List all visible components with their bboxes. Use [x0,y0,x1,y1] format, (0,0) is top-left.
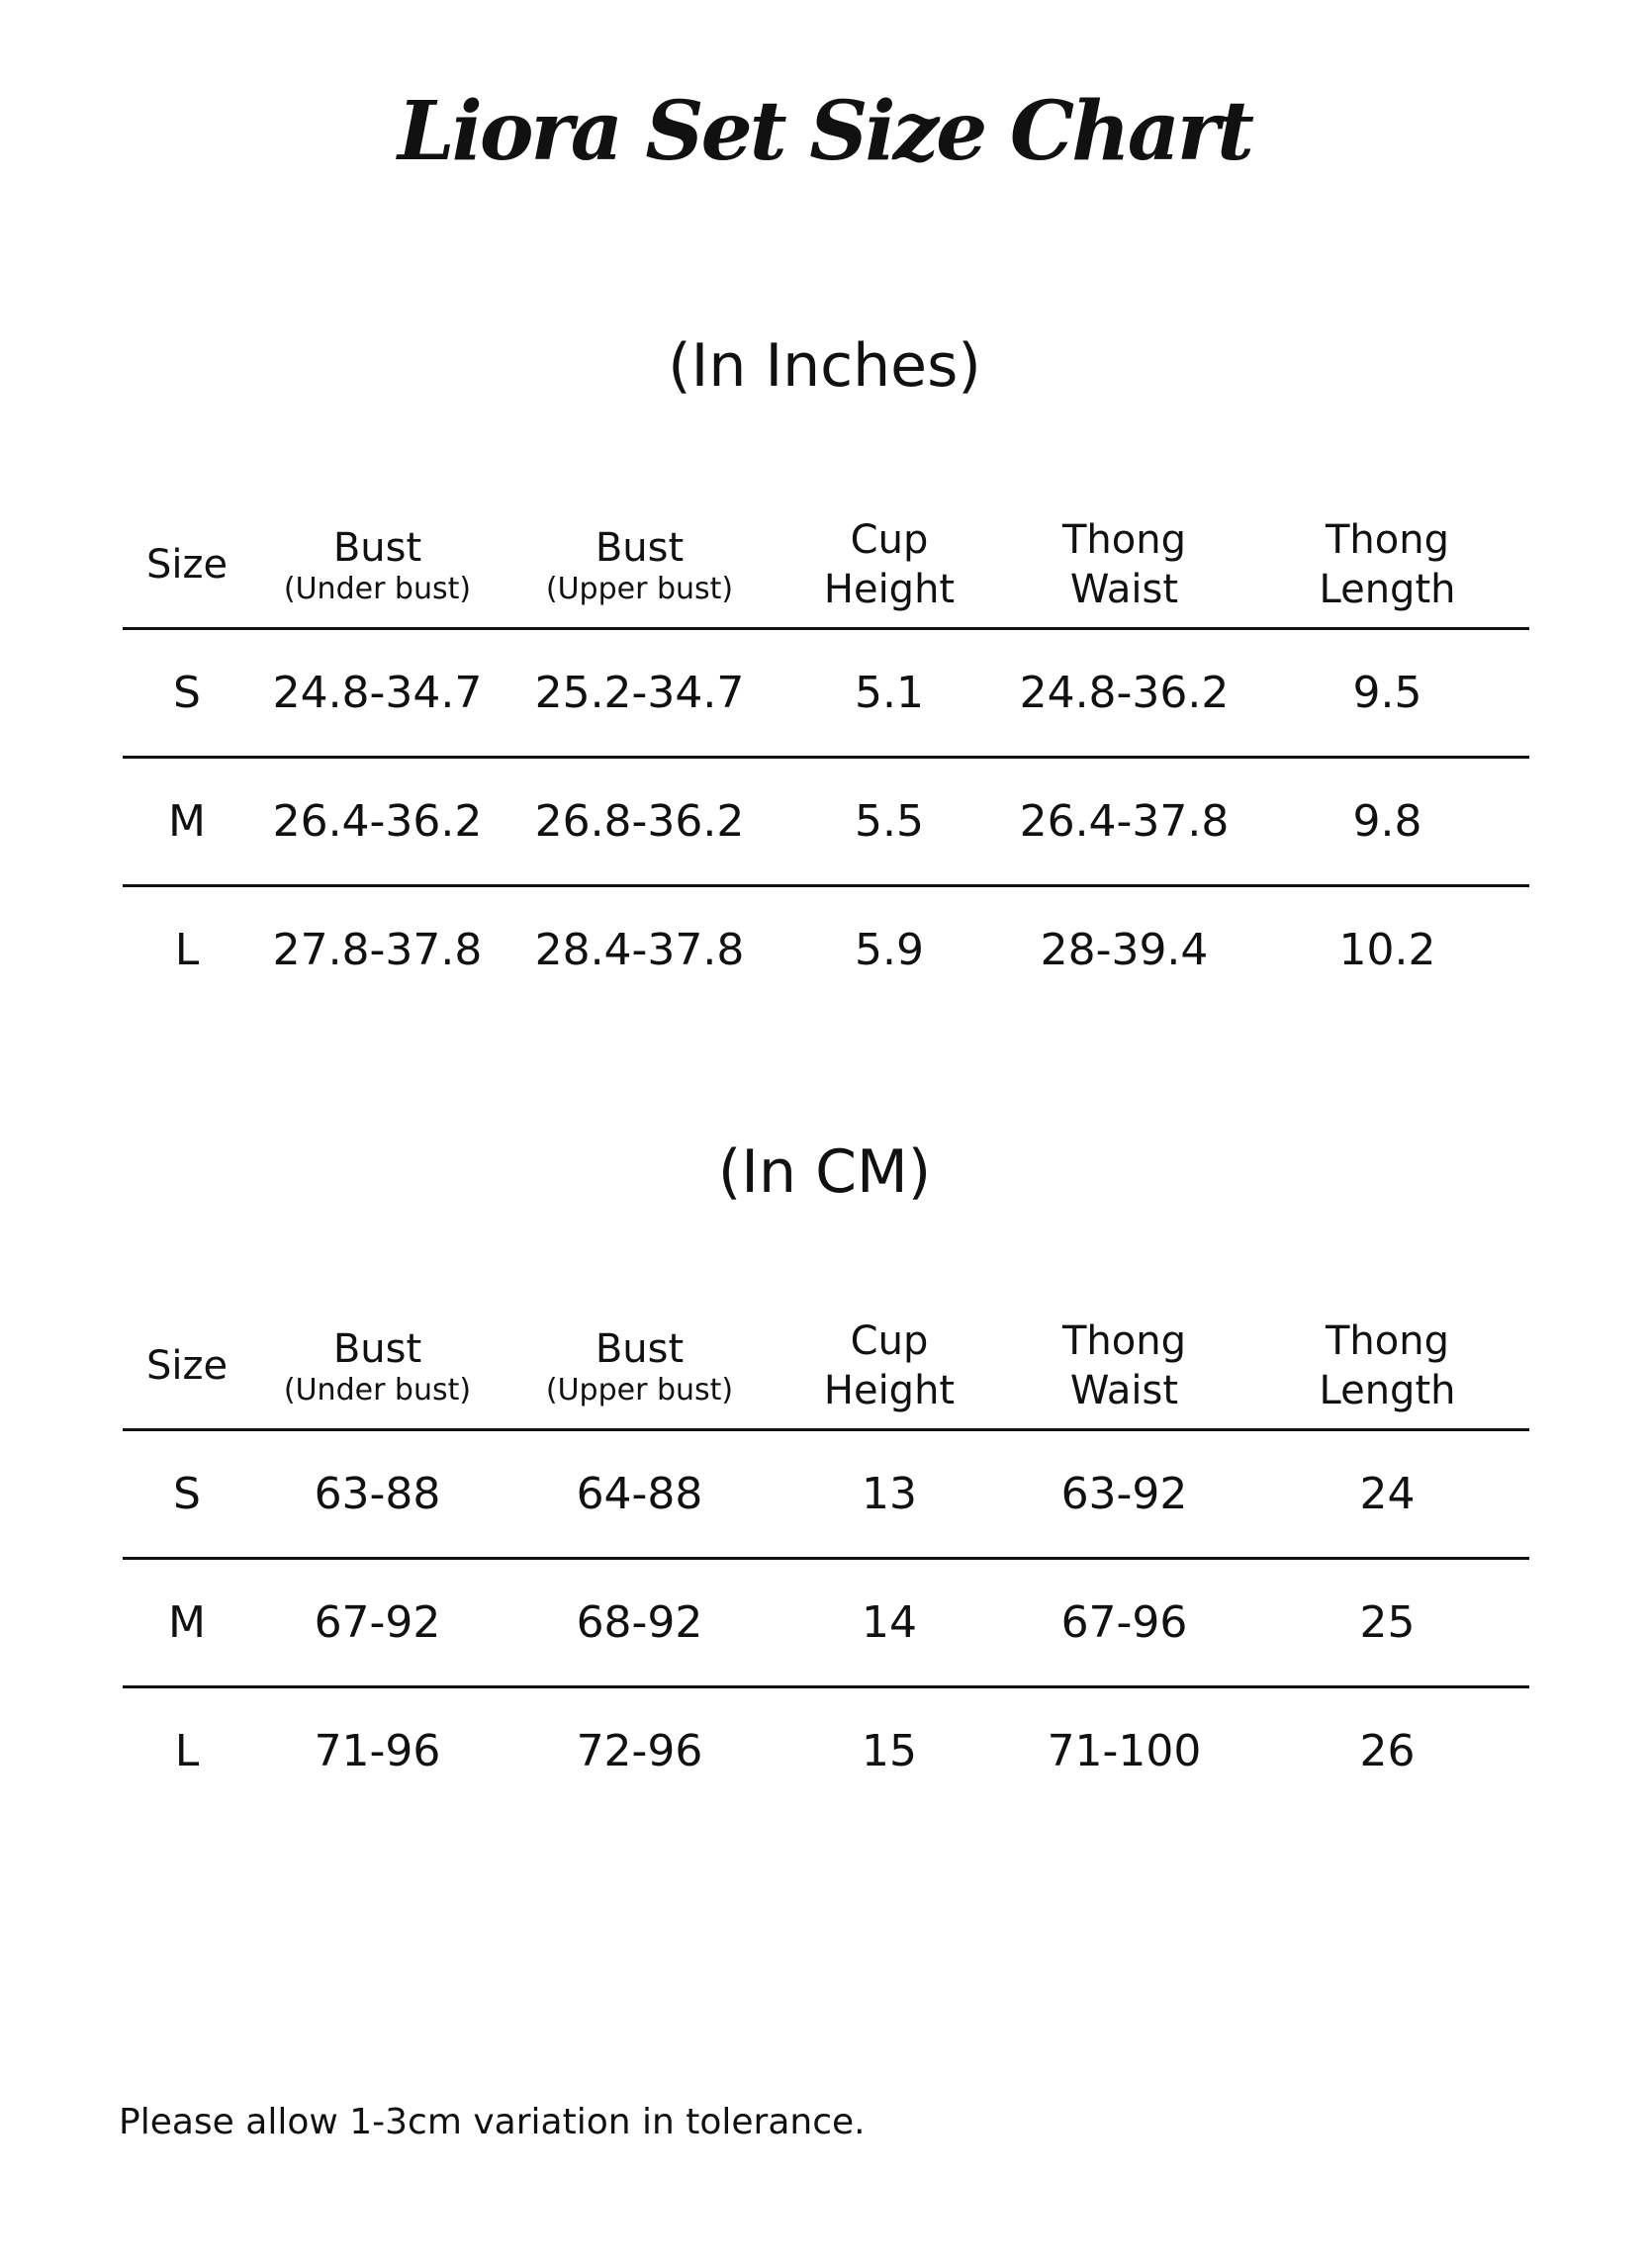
thong-waist-cell: 63-92 [1003,1430,1245,1559]
cup-height-cell: 13 [776,1430,1003,1559]
table-row [123,1430,1529,1559]
size-cell: S [123,1430,251,1559]
thong-waist-header-line1: Thong [1062,517,1186,563]
bust-upper-header-label: Bust [595,1326,685,1372]
thong-waist-header-line1: Thong [1062,1318,1186,1364]
cup-height-header-line1: Cup [850,1318,929,1364]
table-header-row [123,1304,1529,1430]
bust-under-header-label: Bust [332,1326,422,1372]
bust-upper-column-header [504,1304,776,1430]
bust-upper-column-header [504,502,776,629]
thong-waist-cell: 67-96 [1003,1559,1245,1687]
size-header-label: Size [145,542,229,588]
cup-height-column-header [776,1304,1003,1430]
thong-waist-column-header [1003,1304,1245,1430]
table-row [123,886,1529,1014]
cm-section-heading: (In CM) [717,1137,932,1207]
bust-under-column-header [251,1304,504,1430]
thong-length-column-header [1245,502,1529,629]
thong-length-header-line2: Length [1319,1368,1456,1413]
thong-length-header-line2: Length [1319,567,1456,612]
bust-upper-cell: 64-88 [504,1430,776,1559]
bust-upper-header-sublabel: (Upper bust) [545,572,734,606]
bust-upper-cell: 72-96 [576,1726,703,1776]
thong-length-cell: 25 [1245,1559,1529,1687]
bust-under-cell: 67-92 [251,1559,504,1687]
cup-height-cell: 14 [776,1559,1003,1687]
bust-under-header-label: Bust [332,525,422,571]
thong-waist-cell: 26.4-37.8 [1003,758,1245,886]
size-cell: M [123,1559,251,1687]
page-title: Liora Set Size Chart [398,84,1251,179]
bust-under-header-sublabel: (Under bust) [283,572,472,606]
size-cell: L [174,925,200,975]
thong-waist-cell: 24.8-36.2 [1003,629,1245,758]
bust-under-cell: 26.4-36.2 [251,758,504,886]
bust-under-cell: 24.8-34.7 [251,629,504,758]
cup-height-header-line2: Height [823,567,956,612]
bust-under-cell: 27.8-37.8 [272,925,483,975]
thong-length-column-header [1245,1304,1529,1430]
cup-height-cell: 15 [862,1726,917,1776]
thong-length-cell: 24 [1245,1430,1529,1559]
thong-waist-cell: 71-100 [1047,1726,1202,1776]
thong-length-header-line1: Thong [1326,517,1449,563]
thong-waist-header-line2: Waist [1069,1368,1179,1413]
bust-upper-header-sublabel: (Upper bust) [545,1373,734,1407]
size-column-header [123,502,251,629]
inches-section-heading: (In Inches) [668,331,981,401]
table-header-row [123,502,1529,629]
cup-height-header-line1: Cup [850,517,929,563]
bust-under-cell: 63-88 [251,1430,504,1559]
cup-height-cell: 5.1 [776,629,1003,758]
thong-waist-header-line2: Waist [1069,567,1179,612]
cup-height-header-line2: Height [823,1368,956,1413]
bust-under-header-sublabel: (Under bust) [283,1373,472,1407]
cup-height-cell: 5.9 [855,925,924,975]
size-cell: L [174,1726,200,1776]
bust-under-cell: 71-96 [314,1726,441,1776]
thong-waist-column-header [1003,502,1245,629]
cm-size-table [123,1304,1529,1814]
table-row [123,1687,1529,1815]
bust-upper-header-label: Bust [595,525,685,571]
thong-length-header-line1: Thong [1326,1318,1449,1364]
table-row [123,1559,1529,1687]
bust-upper-cell: 28.4-37.8 [534,925,745,975]
size-column-header [123,1304,251,1430]
size-cell: S [123,629,251,758]
table-row [123,629,1529,758]
bust-upper-cell: 25.2-34.7 [504,629,776,758]
tolerance-note: Please allow 1-3cm variation in tolerance. [119,2102,866,2142]
thong-waist-cell: 28-39.4 [1040,925,1209,975]
thong-length-cell: 10.2 [1338,925,1436,975]
thong-length-cell: 9.5 [1245,629,1529,758]
cup-height-column-header [776,502,1003,629]
size-cell: M [123,758,251,886]
bust-upper-cell: 68-92 [504,1559,776,1687]
bust-upper-cell: 26.8-36.2 [504,758,776,886]
thong-length-cell: 26 [1359,1726,1416,1776]
table-row [123,758,1529,886]
bust-under-column-header [251,502,504,629]
inches-size-table [123,502,1529,1013]
cup-height-cell: 5.5 [776,758,1003,886]
size-header-label: Size [145,1343,229,1389]
thong-length-cell: 9.8 [1245,758,1529,886]
